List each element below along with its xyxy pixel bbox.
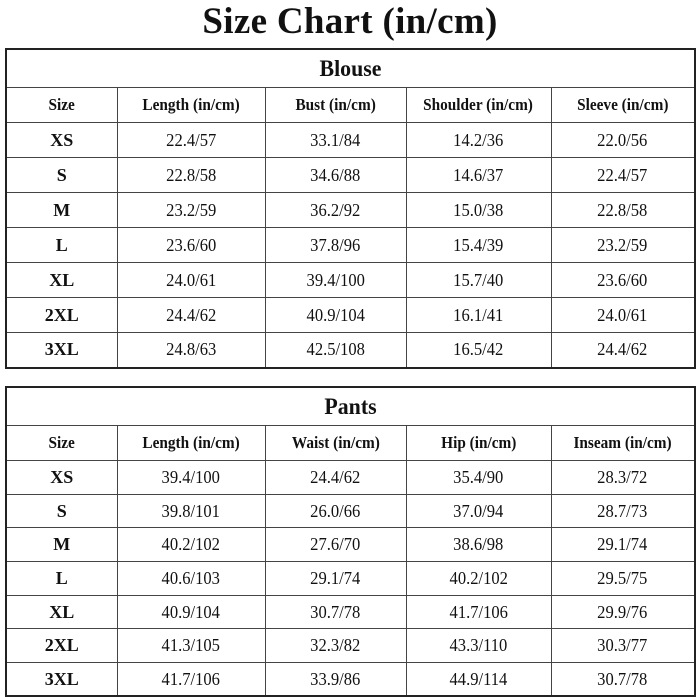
table-row: [6, 158, 695, 193]
blouse-table-body: [6, 123, 695, 368]
measurement-value: 34.6/88: [310, 164, 361, 185]
measurement-value: 15.7/40: [453, 269, 504, 290]
measurement-cell: [551, 595, 695, 629]
pants-size-table: [5, 386, 696, 697]
measurement-cell: [406, 663, 551, 697]
measurement-value: 39.4/100: [161, 466, 221, 487]
pants-header-row: [6, 426, 695, 461]
measurement-cell: [551, 663, 695, 697]
measurement-cell: [551, 123, 695, 158]
measurement-cell: [406, 123, 551, 158]
pants-column-header-label: Length (in/cm): [142, 433, 240, 452]
pants-column-header-label: Hip (in/cm): [440, 433, 517, 452]
measurement-value: 24.0/61: [597, 304, 648, 325]
table-row: [6, 629, 695, 663]
size-label: XS: [6, 123, 117, 158]
measurement-value: 36.2/92: [310, 199, 361, 220]
measurement-cell: [117, 629, 265, 663]
size-label: L: [6, 562, 117, 596]
blouse-column-header: [265, 88, 406, 123]
measurement-value: 27.6/70: [310, 534, 361, 555]
measurement-cell: [551, 193, 695, 228]
measurement-cell: [406, 228, 551, 263]
table-row: [6, 263, 695, 298]
pants-column-header: [117, 426, 265, 461]
measurement-cell: [265, 123, 406, 158]
size-label: XL: [6, 263, 117, 298]
measurement-cell: [406, 298, 551, 333]
measurement-cell: [117, 494, 265, 528]
measurement-cell: [265, 595, 406, 629]
measurement-value: 28.3/72: [597, 466, 648, 487]
size-label: M: [6, 528, 117, 562]
measurement-value: 41.7/106: [449, 601, 508, 622]
pants-column-header-label: Size: [48, 433, 75, 452]
measurement-value: 16.5/42: [453, 339, 504, 360]
measurement-cell: [551, 228, 695, 263]
blouse-table-title: Blouse: [23, 49, 678, 88]
measurement-value: 35.4/90: [453, 466, 504, 487]
size-label: XL: [6, 595, 117, 629]
measurement-value: 43.3/110: [449, 635, 508, 656]
measurement-value: 22.8/58: [597, 199, 648, 220]
blouse-column-header-label: Size: [48, 95, 75, 114]
size-label: 2XL: [6, 298, 117, 333]
measurement-cell: [265, 298, 406, 333]
measurement-value: 41.3/105: [161, 635, 221, 656]
page-title: Size Chart (in/cm): [202, 1, 498, 42]
pants-table-title: Pants: [23, 387, 678, 426]
size-label: 3XL: [6, 333, 117, 368]
measurement-cell: [117, 263, 265, 298]
table-row: [6, 528, 695, 562]
measurement-cell: [406, 528, 551, 562]
table-row: [6, 298, 695, 333]
measurement-cell: [117, 123, 265, 158]
measurement-cell: [265, 528, 406, 562]
measurement-cell: [117, 461, 265, 495]
measurement-value: 42.5/108: [306, 339, 365, 360]
blouse-size-table: [5, 48, 696, 369]
blouse-column-header: [406, 88, 551, 123]
pants-table-body: [6, 461, 695, 697]
table-row: [6, 562, 695, 596]
blouse-column-header: [6, 88, 117, 123]
measurement-value: 37.8/96: [310, 234, 361, 255]
measurement-cell: [117, 663, 265, 697]
measurement-value: 24.4/62: [597, 339, 648, 360]
measurement-cell: [406, 461, 551, 495]
measurement-value: 24.0/61: [165, 269, 217, 290]
measurement-cell: [117, 595, 265, 629]
pants-column-header: [265, 426, 406, 461]
measurement-value: 40.9/104: [306, 304, 365, 325]
table-row: [6, 494, 695, 528]
measurement-cell: [406, 158, 551, 193]
measurement-cell: [265, 333, 406, 368]
measurement-cell: [551, 629, 695, 663]
measurement-cell: [406, 562, 551, 596]
blouse-column-header-label: Bust (in/cm): [295, 95, 376, 114]
measurement-value: 26.0/66: [310, 500, 361, 521]
measurement-value: 22.0/56: [597, 129, 648, 150]
size-label: XS: [6, 461, 117, 495]
measurement-value: 15.0/38: [453, 199, 504, 220]
measurement-cell: [551, 333, 695, 368]
measurement-value: 30.3/77: [597, 635, 648, 656]
measurement-value: 29.1/74: [310, 567, 361, 588]
measurement-cell: [117, 228, 265, 263]
measurement-cell: [265, 193, 406, 228]
table-row: [6, 663, 695, 697]
measurement-value: 24.4/62: [165, 304, 217, 325]
measurement-cell: [117, 193, 265, 228]
table-row: [6, 123, 695, 158]
size-label: M: [6, 193, 117, 228]
table-row: [6, 595, 695, 629]
measurement-value: 29.1/74: [597, 534, 648, 555]
size-label: S: [6, 494, 117, 528]
measurement-value: 37.0/94: [453, 500, 504, 521]
pants-column-header: [6, 426, 117, 461]
measurement-cell: [117, 562, 265, 596]
measurement-value: 15.4/39: [453, 234, 504, 255]
measurement-value: 44.9/114: [449, 668, 508, 689]
measurement-cell: [265, 461, 406, 495]
measurement-cell: [265, 263, 406, 298]
measurement-value: 14.2/36: [453, 129, 504, 150]
blouse-header-row: [6, 88, 695, 123]
measurement-value: 33.1/84: [310, 129, 361, 150]
measurement-cell: [406, 333, 551, 368]
measurement-cell: [117, 158, 265, 193]
measurement-value: 30.7/78: [597, 668, 648, 689]
measurement-cell: [265, 663, 406, 697]
measurement-value: 40.6/103: [161, 567, 221, 588]
measurement-value: 16.1/41: [453, 304, 504, 325]
measurement-value: 29.9/76: [597, 601, 648, 622]
measurement-cell: [551, 562, 695, 596]
measurement-value: 38.6/98: [453, 534, 504, 555]
measurement-value: 22.4/57: [165, 129, 217, 150]
measurement-value: 23.2/59: [597, 234, 648, 255]
table-row: [6, 333, 695, 368]
blouse-column-header-label: Length (in/cm): [142, 95, 240, 114]
measurement-value: 28.7/73: [597, 500, 648, 521]
measurement-cell: [117, 298, 265, 333]
table-row: [6, 193, 695, 228]
size-label: L: [6, 228, 117, 263]
measurement-cell: [551, 158, 695, 193]
blouse-column-header-label: Shoulder (in/cm): [423, 95, 534, 114]
measurement-cell: [265, 494, 406, 528]
measurement-cell: [406, 263, 551, 298]
measurement-cell: [406, 193, 551, 228]
measurement-value: 40.2/102: [449, 567, 508, 588]
measurement-value: 22.4/57: [597, 164, 648, 185]
measurement-value: 23.2/59: [165, 199, 217, 220]
measurement-cell: [551, 494, 695, 528]
measurement-cell: [265, 562, 406, 596]
measurement-cell: [265, 158, 406, 193]
measurement-cell: [406, 595, 551, 629]
measurement-value: 24.8/63: [165, 339, 217, 360]
measurement-value: 39.4/100: [306, 269, 365, 290]
pants-column-header-label: Waist (in/cm): [291, 433, 380, 452]
measurement-cell: [117, 333, 265, 368]
size-label: S: [6, 158, 117, 193]
measurement-cell: [551, 528, 695, 562]
measurement-cell: [551, 298, 695, 333]
measurement-value: 23.6/60: [165, 234, 217, 255]
measurement-value: 41.7/106: [161, 668, 221, 689]
pants-column-header: [406, 426, 551, 461]
measurement-value: 24.4/62: [310, 466, 361, 487]
pants-column-header-label: Inseam (in/cm): [573, 433, 672, 452]
blouse-column-header-label: Sleeve (in/cm): [577, 95, 669, 114]
measurement-cell: [117, 528, 265, 562]
measurement-cell: [406, 629, 551, 663]
table-row: [6, 461, 695, 495]
measurement-value: 40.9/104: [161, 601, 221, 622]
measurement-value: 14.6/37: [453, 164, 504, 185]
table-row: [6, 228, 695, 263]
measurement-value: 29.5/75: [597, 567, 648, 588]
blouse-column-header: [117, 88, 265, 123]
measurement-cell: [551, 263, 695, 298]
measurement-cell: [265, 629, 406, 663]
measurement-cell: [551, 461, 695, 495]
measurement-value: 32.3/82: [310, 635, 361, 656]
pants-column-header: [551, 426, 695, 461]
measurement-value: 33.9/86: [310, 668, 361, 689]
measurement-value: 39.8/101: [161, 500, 221, 521]
size-label: 2XL: [6, 629, 117, 663]
measurement-value: 30.7/78: [310, 601, 361, 622]
blouse-column-header: [551, 88, 695, 123]
measurement-value: 40.2/102: [161, 534, 221, 555]
measurement-value: 23.6/60: [597, 269, 648, 290]
measurement-cell: [406, 494, 551, 528]
size-label: 3XL: [6, 663, 117, 697]
measurement-value: 22.8/58: [165, 164, 217, 185]
measurement-cell: [265, 228, 406, 263]
